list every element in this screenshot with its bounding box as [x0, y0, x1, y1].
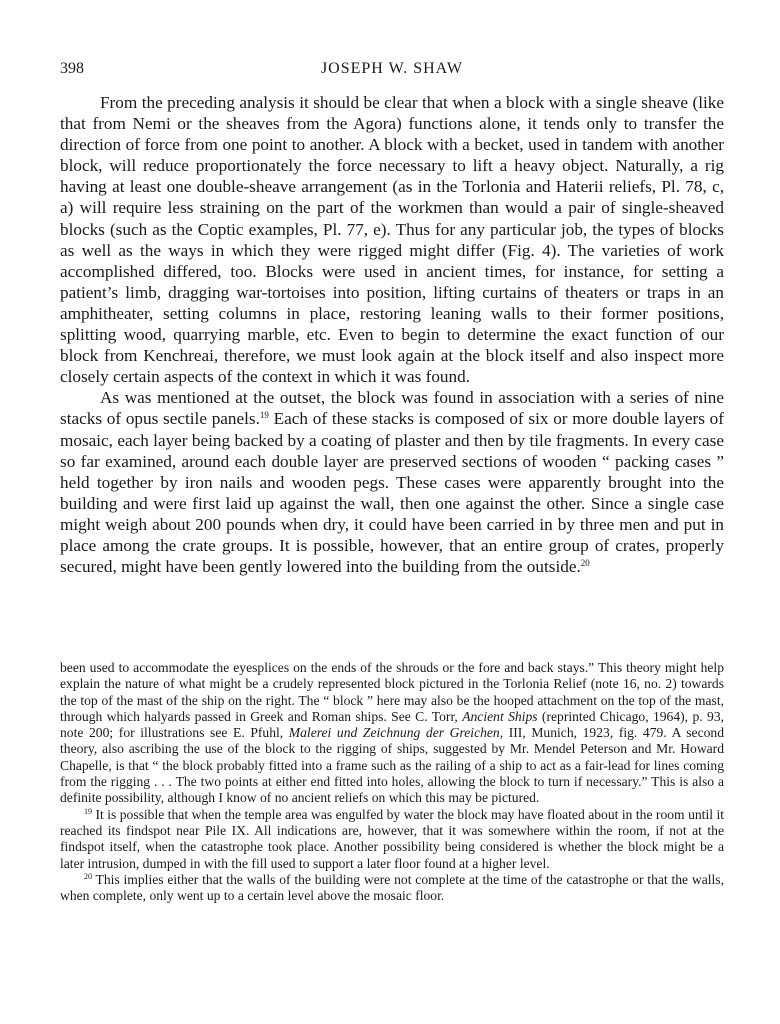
running-head: JOSEPH W. SHAW	[320, 60, 464, 77]
footnote-continuation: been used to accommodate the eyesplices on the ends of the shrouds or the fore and back stays.” This theory might help explain the nature of what might be a crudely represented block pictured in the Torlonia Relief (note 16, no. 2) towards the top of the mast of the ship on the right. The “ block ” here may also be the hooped attachment on the top of the mast, through which halyards passed in Greek and Roman ships. See C. Torr, Ancient Ships (reprinted Chicago, 1964), p. 93, note 200; for illustrations see E. Pfuhl, Malerei und Zeichnung der Greichen, III, Munich, 1923, fig. 479. A second theory, also ascribing the use of the block to the rigging of ships, suggested by Mr. Mendel Peterson and Mr. Howard Chapelle, is that “ the block probably fitted into a frame such as the railing of a ship to act as a fair-lead for lines coming from the rigging . . . The two points at either end fitted into holes, allowing the block to turn if necessary.” This is also a definite possibility, although I know of no ancient reliefs on which this may be pictured.	[60, 660, 725, 806]
paragraph-1: From the preceding analysis it should be clear that when a block with a single sheave (like that from Nemi or the sheaves from the Agora) functions alone, it tends only to transfer the direction of force from one point to another. A block with a becket, used in tandem with another block, will reduce proportionately the force necessary to lift a heavy object. Naturally, a rig having at least one double-sheave arrangement (as in the Torlonia and Haterii reliefs, Pl. 78, c, a) will require less straining on the part of the workmen than would a pair of single-sheaved blocks (such as the Coptic examples, Pl. 77, e). Thus for any particular job, the types of blocks as well as the ways in which they were rigged might differ (Fig. 4). The varieties of work accomplished differed, too. Blocks were used in ancient times, for instance, for setting a patient’s limb, dragging war-tortoises into position, lifting curtains of theaters or traps in an amphitheater, setting columns in place, restoring leaning walls to their former positions, splitting wood, quarrying marble, etc. Even to begin to determine the exact function of our block from Kenchreai, therefore, we must look again at the block itself and also inspect more closely certain aspects of the context in which it was found.	[60, 93, 724, 387]
footnote-20	[60, 872, 724, 905]
paragraph-2-part-a: As was mentioned at the outset, the block was found in association with a series of nine stacks of opus sectile panels.	[60, 388, 724, 429]
footnote-19	[60, 807, 724, 872]
citation-title-ancient-ships: Ancient Ships	[462, 708, 538, 724]
citation-title-malerei: Malerei und Zeichnung der Greichen,	[288, 725, 504, 741]
main-text	[60, 92, 724, 577]
paragraph-2	[60, 387, 724, 577]
paragraph-2-part-b: Each of these stacks is composed of six or more double layers of mosaic, each layer being backed by a coating of plaster and then by tile fragments. In every case so far examined, around each double layer are preserved sections of wooden “ packing cases ” held together by iron nails and wooden pegs. These cases were apparently brought into the building and were first laid up against the wall, then one against the other. Since a single case might weigh about 200 pounds when dry, it could have been carried in by three men and put in place among the crate groups. It is possible, however, that an entire group of crates, properly secured, might have been gently lowered into the building from the outside.	[60, 409, 724, 577]
footnote-19-text: It is possible that when the temple area was engulfed by water the block may have floated about in the room until it reached its findspot near Pile IX. All indications are, however, that it was somewhere within the room, if not at the findspot itself, when the catastrophe took place. Another possibility being considered is whether the block might be a later intrusion, dumped in with the fill used to support a later floor found at a higher level.	[60, 806, 724, 871]
page-header	[60, 60, 724, 82]
page-number: 398	[60, 60, 84, 77]
footnote-ref-19: 19	[259, 410, 269, 421]
footnote-19-number: 19	[84, 806, 92, 816]
footnote-20-text: This implies either that the walls of the building were not complete at the time of the catastrophe or that the walls, when complete, only went up to a certain level above the mosaic floor.	[60, 871, 724, 904]
footnote-ref-20: 20	[580, 558, 590, 569]
footnotes	[60, 660, 724, 904]
footnote-20-number: 20	[84, 871, 92, 881]
